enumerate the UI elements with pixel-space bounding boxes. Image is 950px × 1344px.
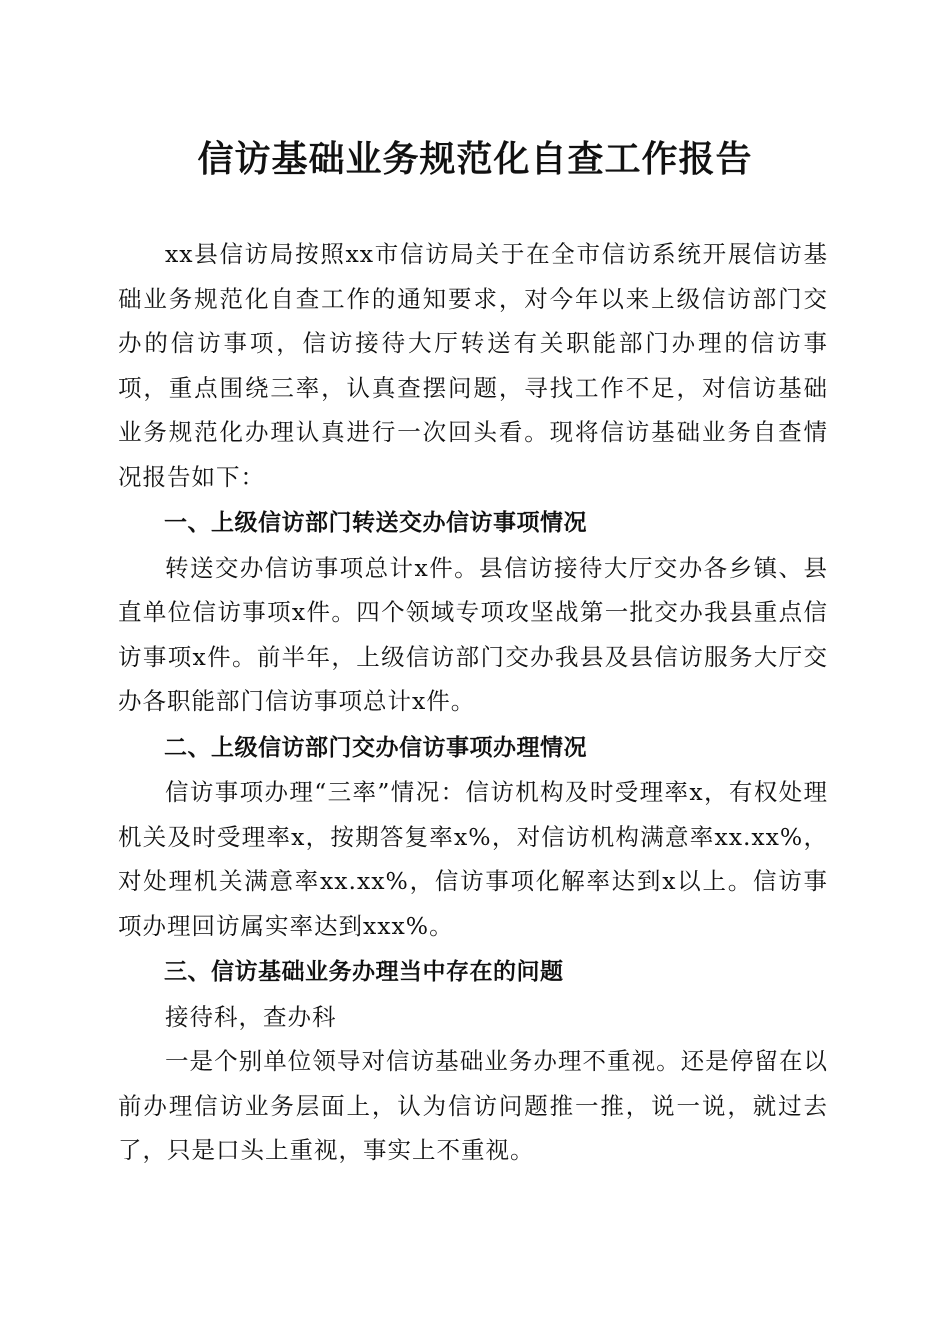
document-title: 信访基础业务规范化自查工作报告 (197, 139, 753, 180)
section-3-paragraph: 一是个别单位领导对信访基础业务办理不重视。还是停留在以前办理信访业务层面上，认为信访问题推一推，说一说，就过去了，只是口头上重视，事实上不重视。 (118, 1047, 828, 1164)
section-2-heading: 二、上级信访部门交办信访事项办理情况 (164, 734, 587, 761)
section-3-heading: 三、信访基础业务办理当中存在的问题 (164, 959, 564, 985)
document-body (118, 232, 828, 1173)
section-3-subtitle: 接待科，查办科 (165, 1002, 337, 1031)
section-2-paragraph: 信访事项办理“三率”情况：信访机构及时受理率x，有权处理机关及时受理率x，按期答复率x%，对信访机构满意率xx.xx%，对处理机关满意率xx.xx%，信访事项化解率达到x以上。信访事项办理回访属实率达到xxx%。 (118, 778, 828, 940)
section-1-heading: 一、上级信访部门转送交办信访事项情况 (164, 510, 587, 536)
intro-paragraph: xx县信访局按照xx市信访局关于在全市信访系统开展信访基础业务规范化自查工作的通知要求，对今年以来上级信访部门交办的信访事项，信访接待大厅转送有关职能部门办理的信访事项，重点围绕三率，认真查摆问题，寻找工作不足，对信访基础业务规范化办理认真进行一次回头看。现将信访基础业务自查情况报告如下： (118, 240, 828, 491)
section-1-paragraph: 转送交办信访事项总计x件。县信访接待大厅交办各乡镇、县直单位信访事项x件。四个领域专项攻坚战第一批交办我县重点信访事项x件。前半年，上级信访部门交办我县及县信访服务大厅交办各职能部门信访事项总计x件。 (118, 553, 828, 715)
